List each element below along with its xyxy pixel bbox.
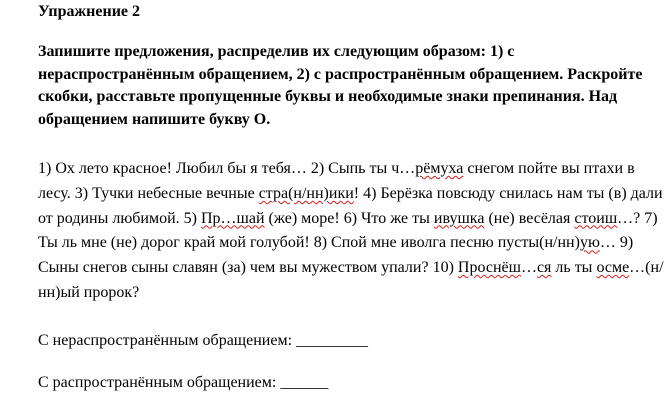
exercise-segment: ! 4) Берёзка повсюду снилась нам ты (в) дали от родины любимой. 5) [38,184,663,227]
spellcheck-word: рёмуха [415,160,464,177]
exercise-segment: (не) весёлая [484,209,575,227]
exercise-instruction: Запишите предложения, распределив их следующим образом: 1) с нераспространённым обращением, 2) с распространённым обращением. Раскройте скобки, расставьте пропущенные буквы и необходимые знаки препинания. Над обращением напишите букву О. [38,43,643,128]
answer-line-extended: С распространённым обращением: ______ [38,374,329,391]
exercise-segment: снегом пойте вы птахи в лесу. 3) Тучки небесные вечные [38,160,635,202]
exercise-segment: (же) море! 6) Что же ты [264,209,434,227]
spellcheck-word: стра(н/нн)ики [258,184,354,202]
exercise-segment: …? 7) Ты ль мне (не) дорог край мой голубой! 8) Спой мне иволга песню пусты(н/нн) [38,209,658,252]
exercise-text [38,157,668,306]
spellcheck-word: ую [579,234,600,252]
exercise-heading: Упражнение 2 [38,3,141,20]
exercise-segment: … 9) Сыны снегов сыны славян (за) чем вы мужеством упали? 10) [38,234,634,277]
spellcheck-word: ивушка [433,209,485,227]
exercise-segment: … [520,259,537,277]
exercise-segment: …(н/нн)ый пророк? [38,259,664,301]
spellcheck-word: осме [596,259,630,277]
exercise-segment: 1) Ох лето красное! Любил бы я тебя… 2) Сыпь ты ч… [38,160,416,177]
document-page [38,0,668,391]
spellcheck-word: Пр…шай [201,209,265,227]
exercise-segment: ль ты [551,259,597,277]
spellcheck-word: Проснёш [457,259,521,277]
spellcheck-word: стоиш [574,209,618,227]
answer-line-simple: С нераспространённым обращением: _________ [38,332,369,349]
spellcheck-word: ся [536,259,552,277]
